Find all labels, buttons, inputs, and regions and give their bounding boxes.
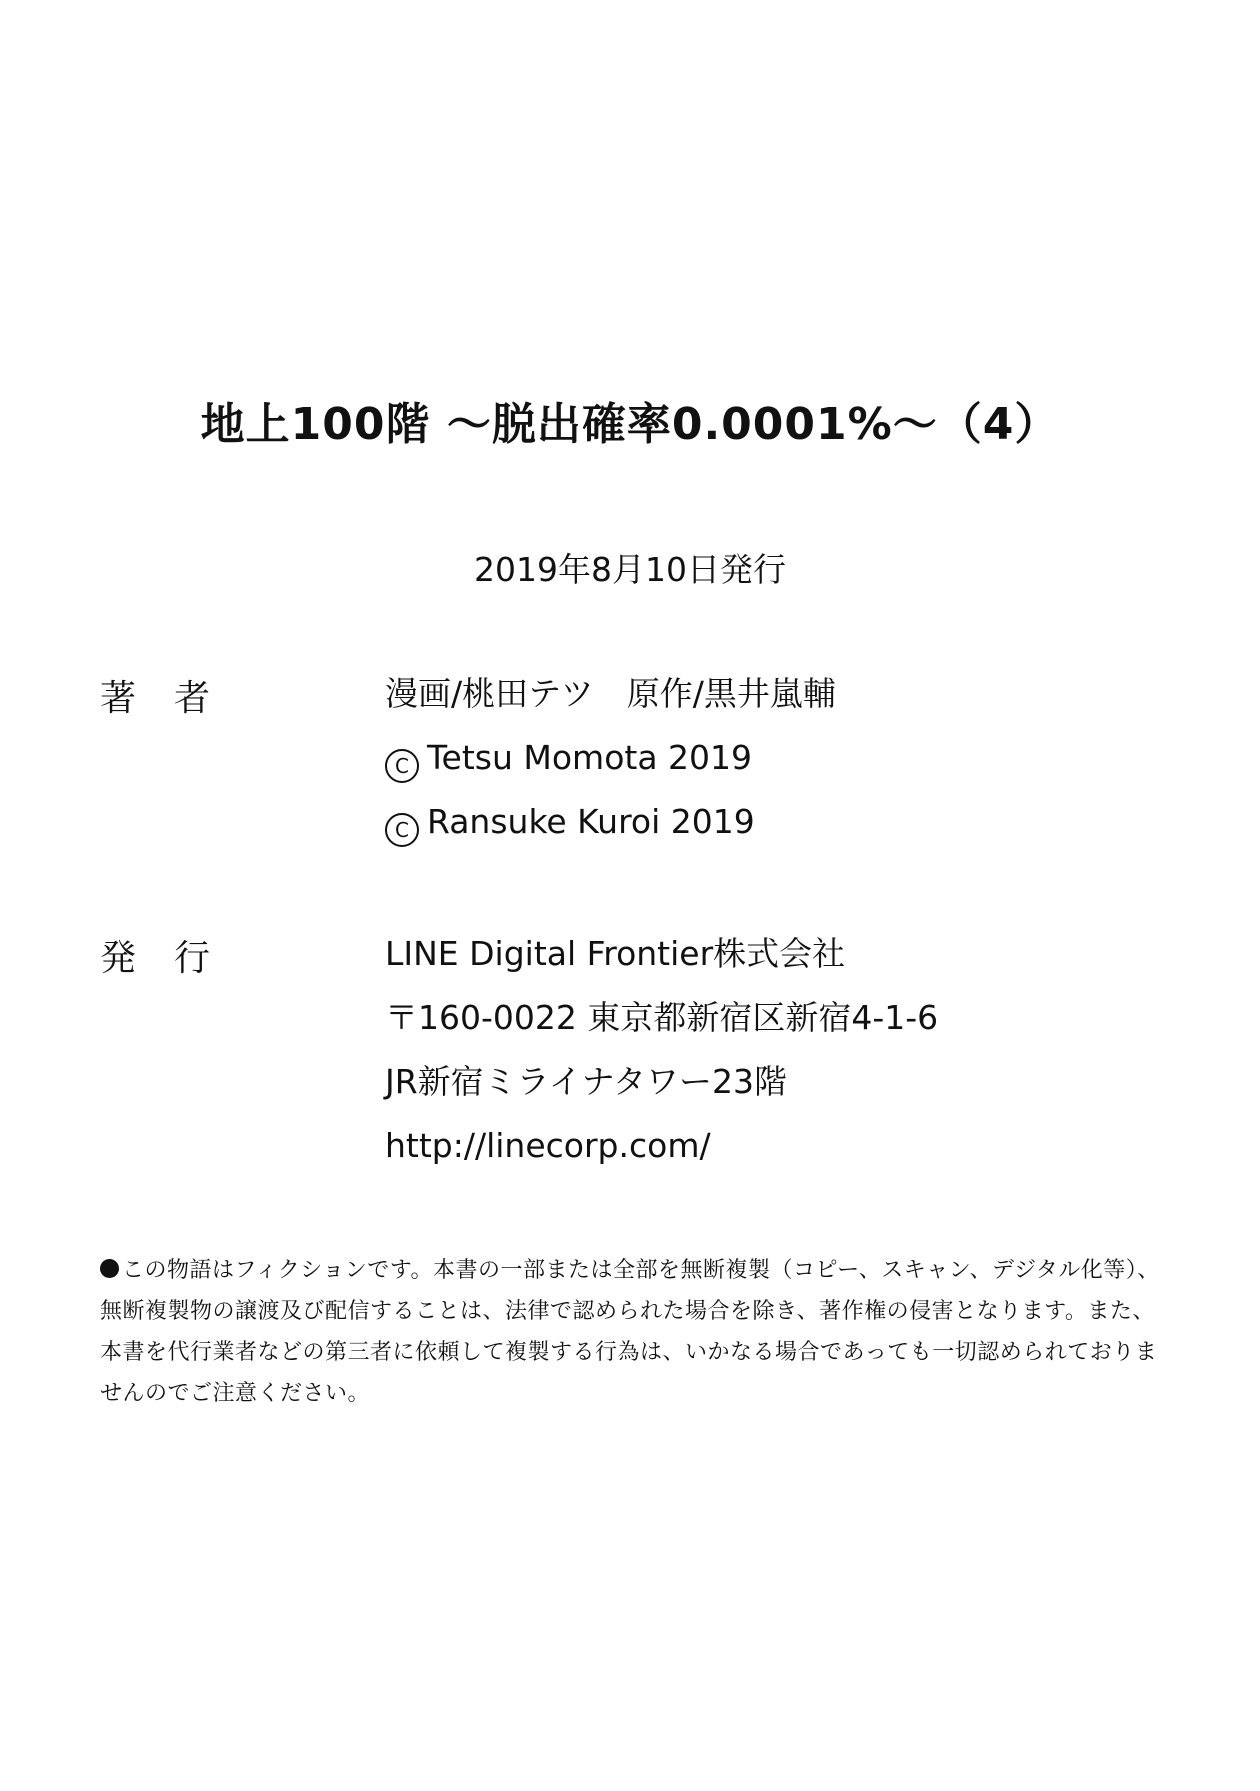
publisher-url: http://linecorp.com/ — [385, 1126, 711, 1165]
publisher-lines — [385, 930, 938, 1186]
publisher-company: LINE Digital Frontier株式会社 — [385, 934, 846, 973]
authors-label: 著者 — [100, 678, 249, 719]
publisher-address-1: 〒160-0022 東京都新宿区新宿4-1-6 — [385, 998, 939, 1037]
publisher-address-2: JR新宿ミライナタワー23階 — [385, 1062, 788, 1101]
publisher-label: 発行 — [100, 938, 249, 979]
copyright-line-1 — [385, 734, 836, 798]
copyright-text-1: Tetsu Momota 2019 — [427, 738, 753, 777]
copyright-icon: C — [385, 813, 419, 847]
copyright-icon: C — [385, 749, 419, 783]
publication-date: 2019年8月10日発行 — [474, 550, 786, 589]
copyright-text-2: Ransuke Kuroi 2019 — [427, 802, 755, 841]
legal-notice-text: この物語はフィクションです。本書の一部または全部を無断複製（コピー、スキャン、デジタル化等）、無断複製物の譲渡及び配信することは、法律で認められた場合を除き、著作権の侵害となります。また、本書を代行業者などの第三者に依頼して複製する行為は、いかなる場合であっても一切認められておりませんのでご注意ください。 — [100, 1258, 1160, 1406]
book-title: 地上100階 〜脱出確率0.0001%〜（4） — [200, 399, 1060, 450]
copyright-line-2 — [385, 798, 836, 862]
bullet-icon — [100, 1259, 119, 1278]
author-credits: 漫画/桃田テツ 原作/黒井嵐輔 — [385, 674, 836, 713]
legal-notice — [100, 1250, 1160, 1414]
authors-lines — [385, 670, 836, 862]
